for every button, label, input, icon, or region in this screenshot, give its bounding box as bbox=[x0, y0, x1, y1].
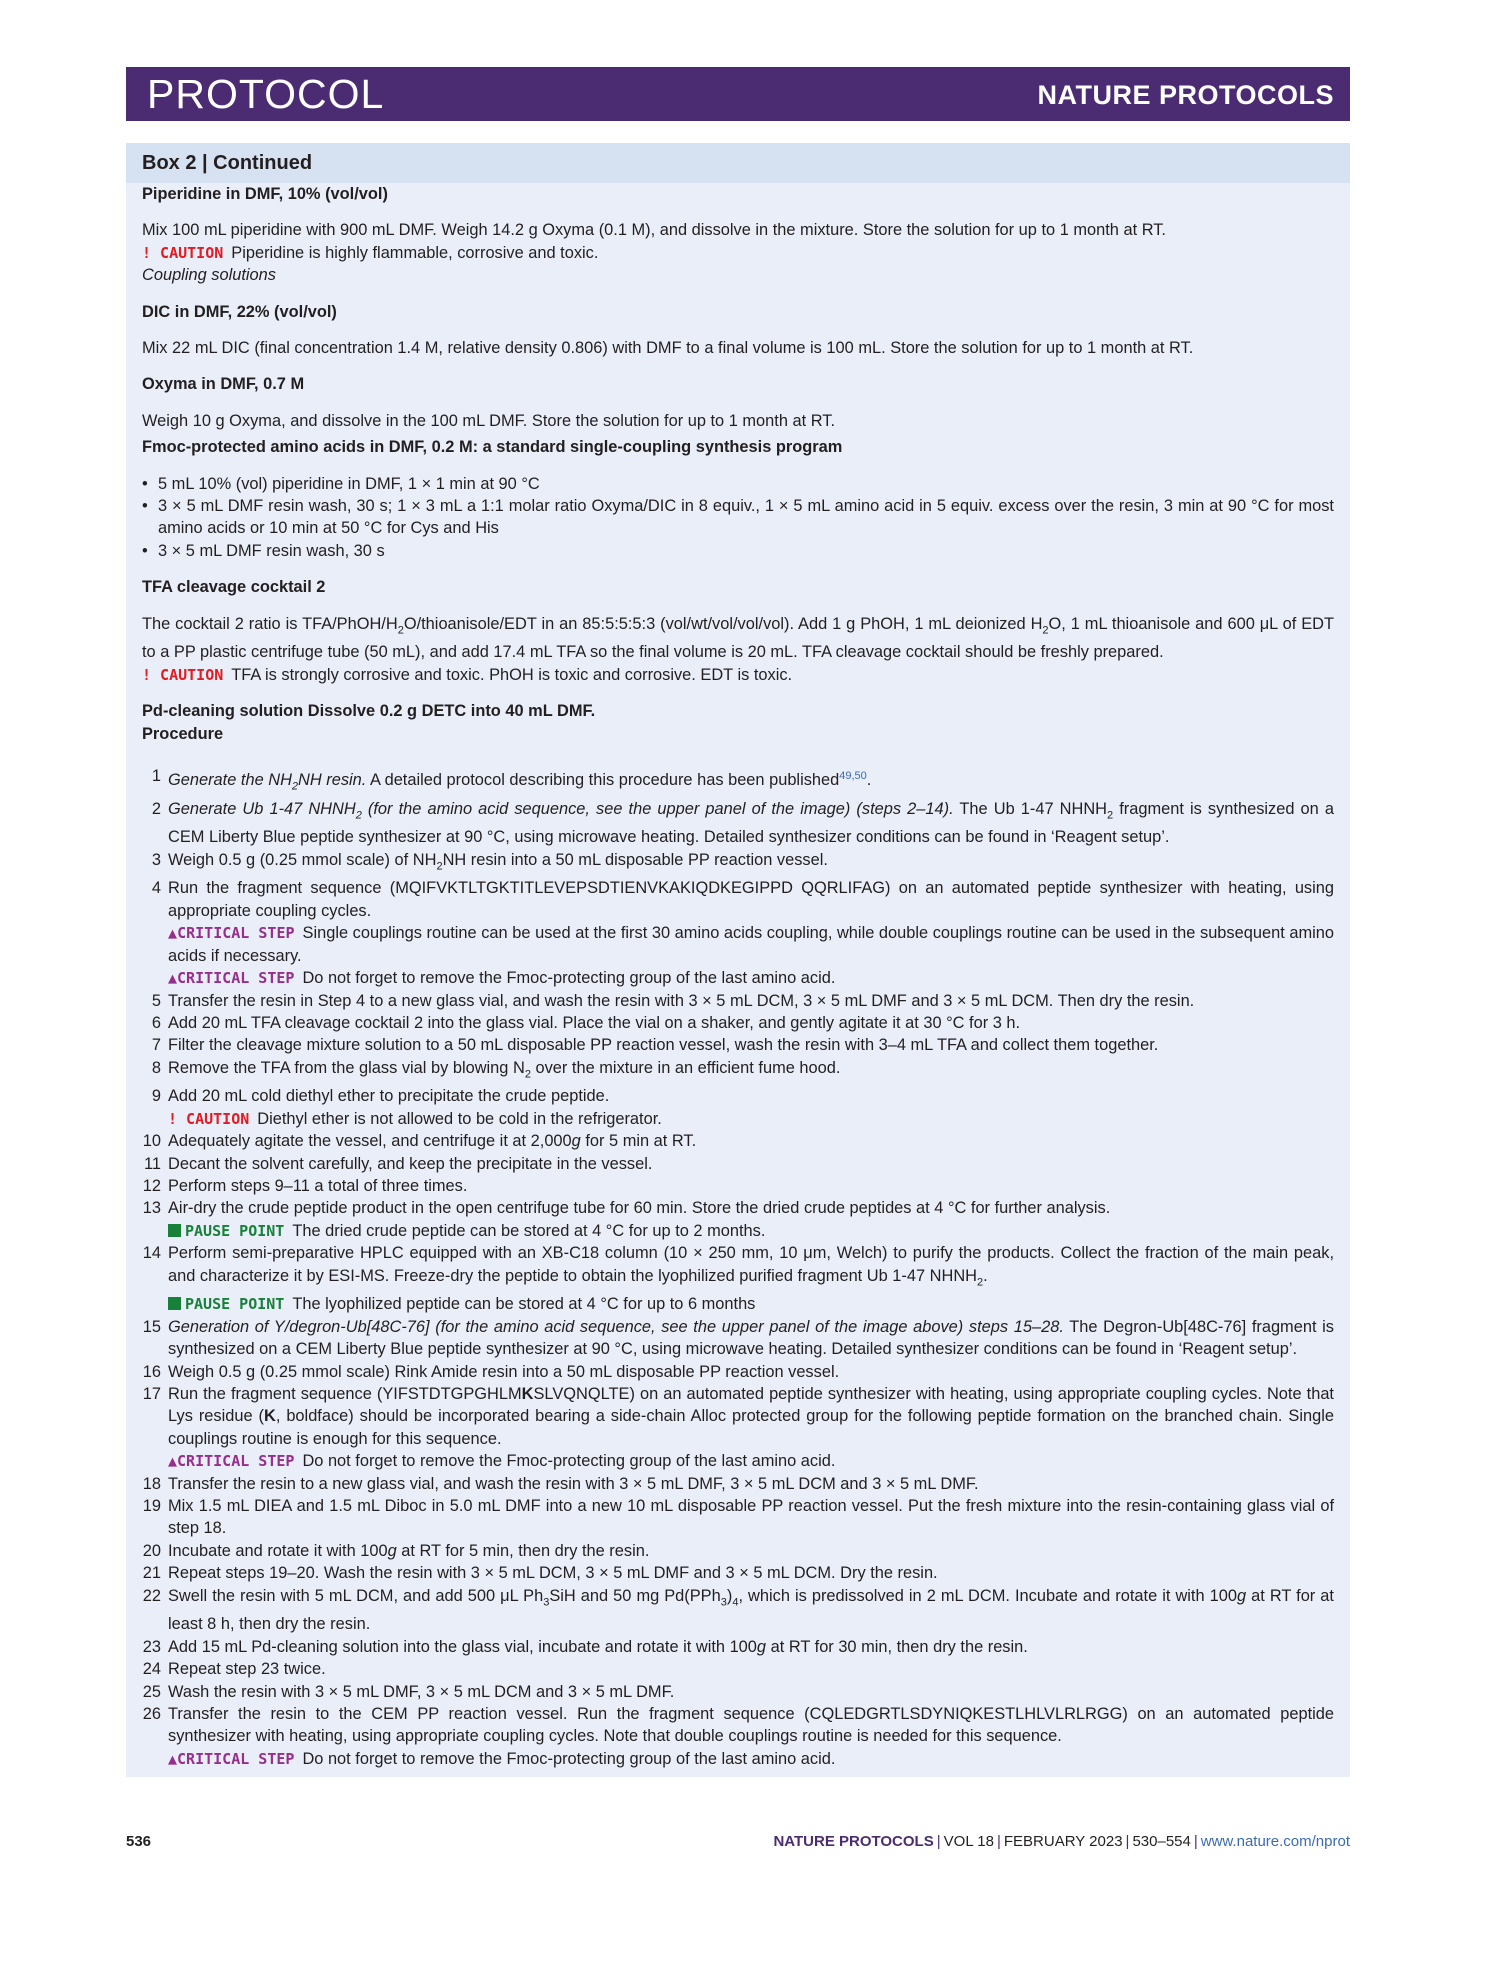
pause-point: PAUSE POINT The lyophilized peptide can be stored at 4 °C for up to 6 months bbox=[142, 1293, 1334, 1315]
pip-caution: ! CAUTION Piperidine is highly flammable, corrosive and toxic. bbox=[142, 243, 599, 262]
step-5: 5 Transfer the resin in Step 4 to a new glass vial, and wash the resin with 3 × 5 mL DCM, 3 × 5 mL DMF and 3 × 5 mL DCM. Then dry the resin. bbox=[151, 991, 1195, 1010]
journal-label: NATURE PROTOCOLS bbox=[1037, 80, 1334, 110]
procedure-heading: Procedure bbox=[142, 724, 224, 743]
step-19: 19 Mix 1.5 mL DIEA and 1.5 mL Diboc in 5.0 mL DMF into a new 10 mL disposable PP reaction vessel. Put the fresh mixture into the resin-containing glass vial of step 18. bbox=[142, 1497, 1334, 1538]
step-22: 22 Swell the resin with 5 mL DCM, and add 500 μL $Ph_3SiH$ and 50 mg $Pd(PPh_3)_4$, which is predissolved in 2 mL DCM. Incubate and rotate it with 100g at RT for at least 8 h, then dry the resin. bbox=[142, 1586, 1334, 1634]
step-17: 17 Run the fragment sequence (YIFSTDTGPGHLMKSLVQNQLTE) on an automated peptide synthesizer with heating, using appropriate coupling cycles. Note that Lys residue (K, boldface) should be incorporated bearing a side-chain Alloc protected group for the following peptide formation on the branched chain. Single couplings routine is enough for this sequence. bbox=[142, 1384, 1334, 1448]
step-21: 21 Repeat steps 19–20. Wash the resin with 3 × 5 mL DCM, 3 × 5 mL DMF and 3 × 5 mL DCM. Dry the resin. bbox=[142, 1564, 938, 1583]
step-11: 11 Decant the solvent carefully, and keep the precipitate in the vessel. bbox=[143, 1154, 653, 1173]
critical-step: ▲CRITICAL STEP Do not forget to remove the Fmoc-protecting group of the last amino acid. bbox=[168, 1749, 836, 1768]
critical-step: ▲CRITICAL STEP Do not forget to remove the Fmoc-protecting group of the last amino acid. bbox=[168, 1452, 836, 1471]
footer-citation: NATURE PROTOCOLS | VOL 18 | FEBRUARY 2023 | 530–554 | www.nature.com/nprot bbox=[773, 1833, 1350, 1850]
pause-point: PAUSE POINT The dried crude peptide can be stored at 4 °C for up to 2 months. bbox=[142, 1220, 1334, 1242]
pip-heading: Piperidine in DMF, 10% (vol/vol) bbox=[142, 185, 388, 203]
tfa-text: The cocktail 2 ratio is TFA/$PhOH/H_2O/thioanisole$/EDT in an 85:5:5:5:3 (vol/wt/vol/vol/vol). Add 1 g PhOH, 1 mL deionized $H_2O$, 1 mL thioanisole and 600 μL of EDT to a PP plastic centrifuge tube (50 mL), and add 17.4 mL TFA so the final volume is 20 mL. TFA cleavage cocktail should be freshly prepared. bbox=[142, 614, 1334, 662]
step-10: 10 Adequately agitate the vessel, and centrifuge it at 2,000g for 5 min at RT. bbox=[142, 1132, 697, 1151]
step-9: 9 Add 20 mL cold diethyl ether to precipitate the crude peptide. bbox=[151, 1087, 610, 1106]
oxyma-heading: Oxyma in DMF, 0.7 M bbox=[142, 375, 305, 394]
step-13: 13 Air-dry the crude peptide product in the open centrifuge tube for 60 min. Store the dried crude peptides at 4 °C for further analysis. bbox=[142, 1199, 1111, 1218]
critical-step: ▲CRITICAL STEP Do not forget to remove the Fmoc-protecting group of the last amino acid. bbox=[168, 969, 836, 988]
pip-text: Mix 100 mL piperidine with 900 mL DMF. Weigh 14.2 g Oxyma (0.1 M), and dissolve in the mixture. Store the solution for up to 1 month at RT. bbox=[142, 221, 1166, 240]
step-25: 25 Wash the resin with 3 × 5 mL DMF, 3 × 5 mL DCM and 3 × 5 mL DMF. bbox=[142, 1682, 675, 1701]
coupling-subheading: Coupling solutions bbox=[142, 266, 276, 285]
list-item: • 3 × 5 mL DMF resin wash, 30 s; 1 × 3 mL a 1:1 molar ratio Oxyma/DIC in 8 equiv., 1 × 5 mL amino acid in 5 equiv. excess over the resin, 3 min at 90 °C for most amino acids or 10 min at 50 °C for Cys and His bbox=[142, 495, 1334, 540]
critical-step: ▲CRITICAL STEP Single couplings routine can be used at the first 30 amino acids coupling, while double couplings routine can be used in the subsequent amino acids if necessary. bbox=[168, 924, 1334, 965]
oxyma-text: Weigh 10 g Oxyma, and dissolve in the 100 mL DMF. Store the solution for up to 1 month at RT. bbox=[142, 411, 836, 430]
step-14: 14 Perform semi-preparative HPLC equipped with an XB-C18 column (10 × 250 mm, 10 μm, Welch) to purify the products. Collect the fraction of the main peak, and characterize it by ESI-MS. Freeze-dry the peptide to obtain the lyophilized purified fragment Ub 1-47 $NHNH_2$. bbox=[142, 1244, 1334, 1288]
step-15: 15 Generation of Y/degron-Ub[48C-76] (for the amino acid sequence, see the upper panel of the image above) steps 15–28. The Degron-Ub[48C-76] fragment is synthesized on a CEM Liberty Blue peptide synthesizer at 90 °C, using microwave heating. Detailed synthesizer conditions can be found in ‘Reagent setup’. bbox=[142, 1317, 1334, 1359]
step-4: 4 Run the fragment sequence (MQIFVKTLTGKTITLEVEPSDTIENVKAKIQDKEGIPPD QQRLIFAG) on an automated peptide synthesizer with heating, using appropriate coupling cycles. bbox=[151, 879, 1334, 920]
pause-icon bbox=[168, 1224, 181, 1237]
list-item: • 3 × 5 mL DMF resin wash, 30 s bbox=[142, 540, 1334, 562]
header-banner bbox=[126, 67, 1350, 121]
step-24: 24 Repeat step 23 twice. bbox=[142, 1660, 326, 1679]
journal-link[interactable]: www.nature.com/nprot bbox=[1200, 1833, 1350, 1850]
fmoc-heading: Fmoc-protected amino acids in DMF, 0.2 M: a standard single-coupling synthesis program bbox=[142, 438, 843, 457]
step-16: 16 Weigh 0.5 g (0.25 mmol scale) Rink Amide resin into a 50 mL disposable PP reaction vessel. bbox=[142, 1362, 840, 1381]
step-7: 7 Filter the cleavage mixture solution to a 50 mL disposable PP reaction vessel, wash the resin with 3–4 mL TFA and collect them together. bbox=[151, 1036, 1159, 1055]
page-number: 536 bbox=[126, 1833, 152, 1850]
tfa-heading: TFA cleavage cocktail 2 bbox=[142, 578, 326, 597]
caution-label: ! CAUTION bbox=[142, 243, 224, 262]
box-content bbox=[126, 183, 1350, 1770]
step-18: 18 Transfer the resin to a new glass vial, and wash the resin with 3 × 5 mL DMF, 3 × 5 mL DCM and 3 × 5 mL DMF. bbox=[142, 1474, 979, 1493]
section-label: PROTOCOL bbox=[147, 71, 385, 117]
tfa-caution: ! CAUTION TFA is strongly corrosive and toxic. PhOH is toxic and corrosive. EDT is toxic. bbox=[142, 665, 793, 684]
step-26: 26 Transfer the resin to the CEM PP reaction vessel. Run the fragment sequence (CQLEDGRTLSDYNIQKESTLHLVLRLRGG) on an automated peptide synthesizer with heating, using appropriate coupling cycles. Note that double couplings routine is needed for this sequence. bbox=[142, 1704, 1334, 1746]
dic-text: Mix 22 mL DIC (final concentration 1.4 M, relative density 0.806) with DMF to a final volume is 100 mL. Store the solution for up to 1 month at RT. bbox=[142, 339, 1194, 358]
step-2: 2 Generate Ub 1-47 $NHNH_2$ (for the amino acid sequence, see the upper panel of the image) (steps 2–14). The Ub 1-47 $NHNH_2$ fragment is synthesized on a CEM Liberty Blue peptide synthesizer at 90 °C, using microwave heating. Detailed synthesizer conditions can be found in ‘Reagent setup’. bbox=[151, 799, 1334, 847]
step-23: 23 Add 15 mL Pd-cleaning solution into the glass vial, incubate and rotate it with 100g at RT for 30 min, then dry the resin. bbox=[142, 1637, 1028, 1656]
caution-note: ! CAUTION Diethyl ether is not allowed to be cold in the refrigerator. bbox=[168, 1109, 662, 1128]
step-8: 8 Remove the TFA from the glass vial by blowing $N_2$ over the mixture in an efficient fume hood. bbox=[151, 1058, 841, 1080]
step-20: 20 Incubate and rotate it with 100g at RT for 5 min, then dry the resin. bbox=[142, 1541, 650, 1560]
pause-icon bbox=[168, 1297, 181, 1310]
step-6: 6 Add 20 mL TFA cleavage cocktail 2 into the glass vial. Place the vial on a shaker, and gently agitate it at 30 °C for 3 h. bbox=[151, 1013, 1021, 1032]
pd-heading: Pd-cleaning solution Dissolve 0.2 g DETC into 40 mL DMF. bbox=[142, 702, 596, 721]
step-3: 3 Weigh 0.5 g (0.25 mmol scale) of $NH_2NH$ resin into a 50 mL disposable PP reaction vessel. bbox=[151, 850, 828, 873]
box-2 bbox=[126, 143, 1350, 1777]
list-item: • 5 mL 10% (vol) piperidine in DMF, 1 × 1 min at 90 °C bbox=[142, 473, 1334, 495]
step-12: 12 Perform steps 9–11 a total of three times. bbox=[142, 1177, 468, 1196]
dic-heading: DIC in DMF, 22% (vol/vol) bbox=[142, 302, 337, 321]
box-title: Box 2 | Continued bbox=[126, 143, 1350, 183]
step-1: 1 Generate the $NH_2NH$ resin. A detailed protocol describing this procedure has been published$^{49,50}$. bbox=[151, 767, 872, 793]
